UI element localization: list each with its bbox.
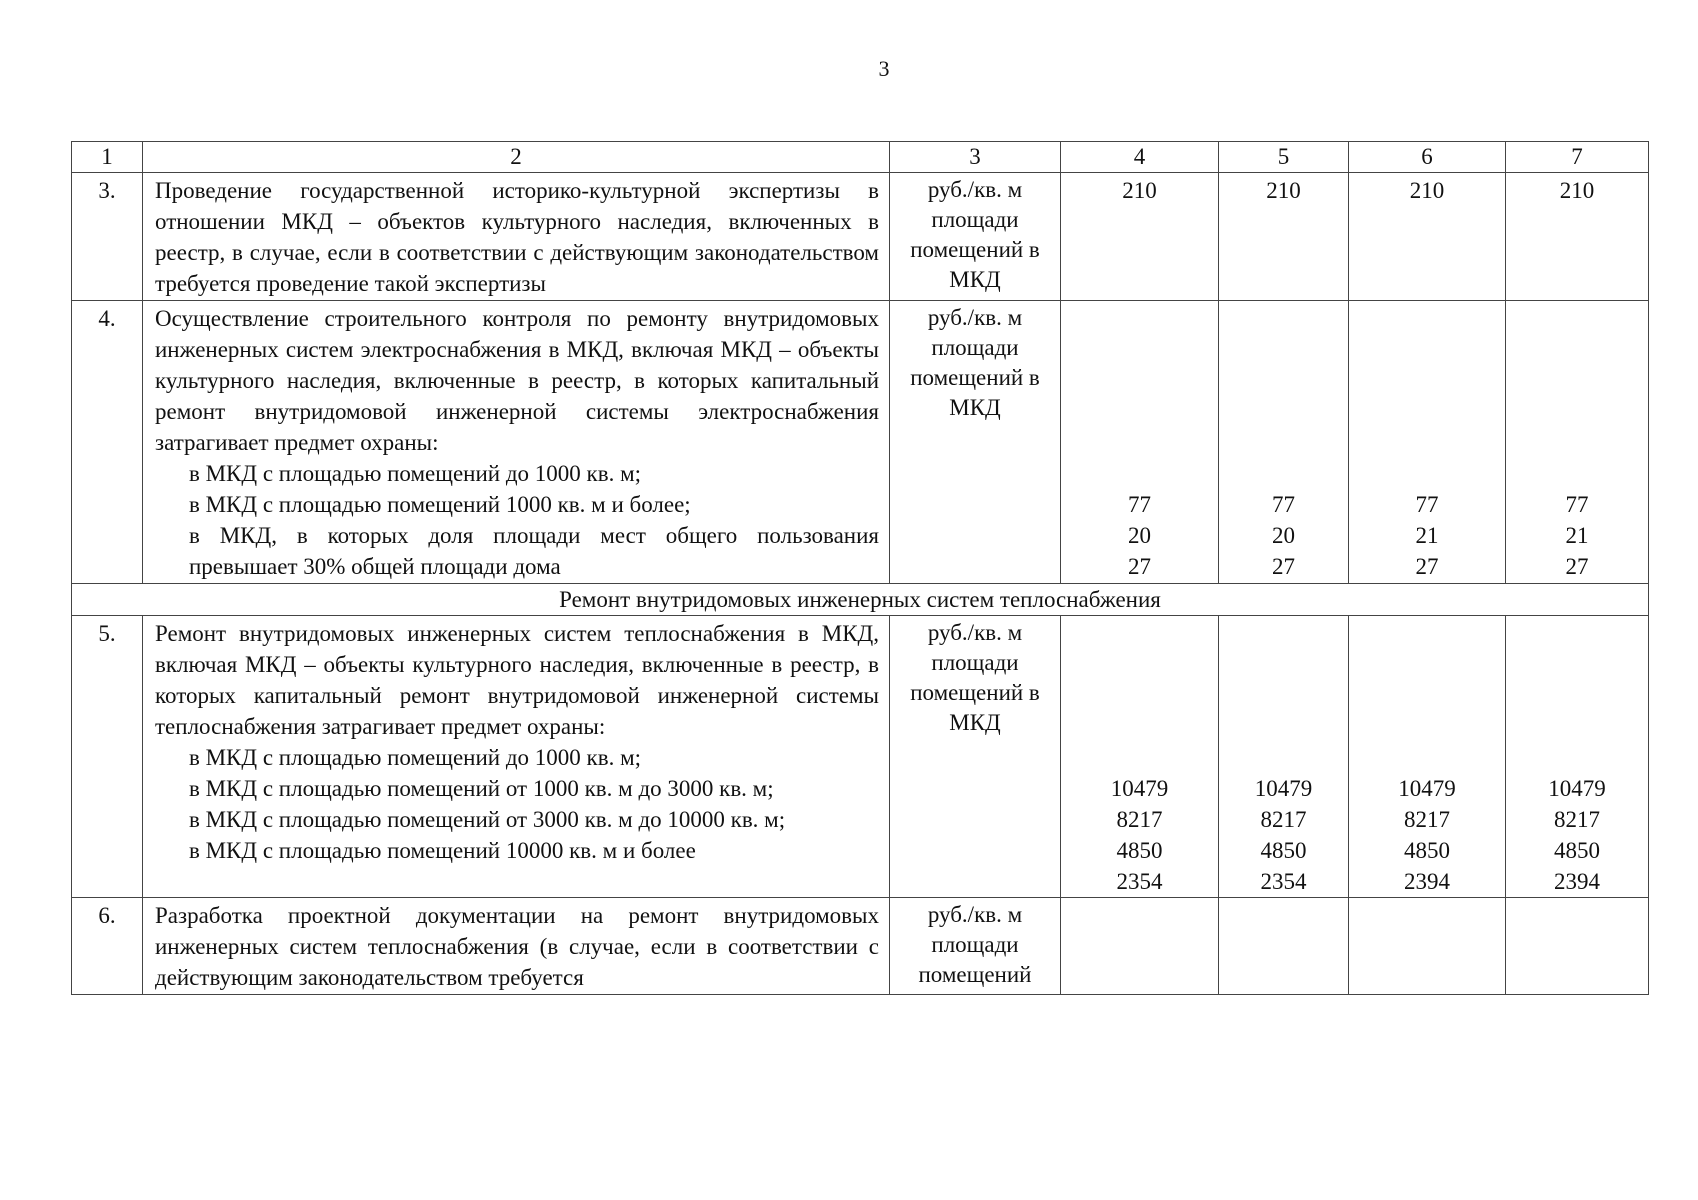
subitem-label: в МКД с площадью помещений 1000 кв. м и более;	[189, 492, 691, 517]
header-cell: 1	[72, 142, 143, 173]
value-cell: 27	[1128, 554, 1151, 579]
row-description: Проведение государственной историко-культурной экспертизы в отношении МКД – объектов культурного наследия, включенных в реестр, в случае, если в соответствии с действующим законодательством требуется проведение такой экспертизы	[143, 173, 890, 301]
value-column	[1349, 616, 1506, 898]
value-cell: 27	[1565, 554, 1589, 579]
value-cell: 8217	[1116, 807, 1163, 832]
value-column	[1061, 301, 1219, 584]
value-cell: 77	[1272, 492, 1295, 517]
value-cell: 8217	[1260, 807, 1307, 832]
value-cell: 2394	[1554, 869, 1600, 894]
subitem-label: в МКД с площадью помещений 10000 кв. м и более	[189, 838, 696, 863]
subitem-label: в МКД с площадью помещений от 1000 кв. м до 3000 кв. м;	[189, 776, 774, 801]
value-column	[1506, 301, 1649, 584]
value-cell: 77	[1128, 492, 1151, 517]
value-column	[1219, 301, 1349, 584]
value-cell	[1061, 898, 1219, 995]
value-cell: 10479	[1110, 776, 1169, 801]
subitem-label: в МКД с площадью помещений до 1000 кв. м;	[189, 461, 642, 486]
row-number: 4.	[72, 301, 143, 584]
value-cell: 10479	[1548, 776, 1606, 801]
value-cell: 2394	[1404, 869, 1450, 894]
value-cell: 2354	[1260, 869, 1307, 894]
value-column	[1219, 616, 1349, 898]
value-cell: 21	[1565, 523, 1589, 548]
subitem-label: в МКД, в которых доля площади мест общего пользования превышает 30% общей площади дома	[189, 523, 879, 579]
section-row	[72, 584, 1649, 616]
row-description-cell	[143, 301, 890, 584]
value-cell: 20	[1272, 523, 1295, 548]
row-description: Осуществление строительного контроля по ремонту внутридомовых инженерных систем электроснабжения в МКД, включая МКД – объекты культурного наследия, включенные в реестр, в которых капитальный ремонт внутридомовой инженерной системы электроснабжения затрагивает предмет охраны:	[155, 306, 879, 455]
table-row	[72, 173, 1649, 301]
header-cell: 2	[143, 142, 890, 173]
row-description-cell	[143, 616, 890, 898]
row-unit: руб./кв. м площади помещений	[890, 898, 1061, 995]
value-cell: 10479	[1398, 776, 1456, 801]
table-row	[72, 301, 1649, 584]
value-column	[1349, 301, 1506, 584]
row-description: Ремонт внутридомовых инженерных систем теплоснабжения в МКД, включая МКД – объекты культурного наследия, включенные в реестр, в которых капитальный ремонт внутридомовой инженерной системы теплоснабжения затрагивает предмет охраны:	[155, 621, 879, 739]
value-column	[1061, 616, 1219, 898]
header-cell: 5	[1219, 142, 1349, 173]
value-cell: 8217	[1404, 807, 1450, 832]
value-cell: 27	[1415, 554, 1439, 579]
row-number: 6.	[72, 898, 143, 995]
value-cell: 4850	[1554, 838, 1600, 863]
value-column	[1506, 616, 1649, 898]
header-row	[72, 142, 1649, 173]
row-unit: руб./кв. м площади помещений в МКД	[890, 616, 1061, 898]
value-cell: 20	[1128, 523, 1151, 548]
header-cell: 6	[1349, 142, 1506, 173]
value-cell: 4850	[1116, 838, 1163, 863]
tariff-table	[71, 141, 1649, 995]
subitem-label: в МКД с площадью помещений до 1000 кв. м;	[189, 745, 642, 770]
row-number: 3.	[72, 173, 143, 301]
row-unit: руб./кв. м площади помещений в МКД	[890, 173, 1061, 301]
value-cell: 77	[1415, 492, 1439, 517]
header-cell: 4	[1061, 142, 1219, 173]
value-cell: 21	[1415, 523, 1439, 548]
value-cell: 210	[1219, 173, 1349, 301]
value-cell: 4850	[1260, 838, 1307, 863]
subitem-label: в МКД с площадью помещений от 3000 кв. м до 10000 кв. м;	[189, 807, 786, 832]
value-cell	[1349, 898, 1506, 995]
row-number: 5.	[72, 616, 143, 898]
value-cell: 210	[1061, 173, 1219, 301]
header-cell: 7	[1506, 142, 1649, 173]
value-cell: 4850	[1404, 838, 1450, 863]
page-number: 3	[878, 56, 890, 81]
value-cell	[1219, 898, 1349, 995]
table-row	[72, 898, 1649, 995]
value-cell	[1506, 898, 1649, 995]
section-title: Ремонт внутридомовых инженерных систем теплоснабжения	[72, 584, 1649, 616]
row-unit: руб./кв. м площади помещений в МКД	[890, 301, 1061, 584]
value-cell: 210	[1349, 173, 1506, 301]
value-cell: 2354	[1116, 869, 1163, 894]
row-description: Разработка проектной документации на ремонт внутридомовых инженерных систем теплоснабжения (в случае, если в соответствии с действующим законодательством требуется	[143, 898, 890, 995]
value-cell: 210	[1506, 173, 1649, 301]
header-cell: 3	[890, 142, 1061, 173]
value-cell: 77	[1565, 492, 1589, 517]
value-cell: 8217	[1554, 807, 1600, 832]
value-cell: 27	[1272, 554, 1295, 579]
table-row	[72, 616, 1649, 898]
value-cell: 10479	[1254, 776, 1313, 801]
